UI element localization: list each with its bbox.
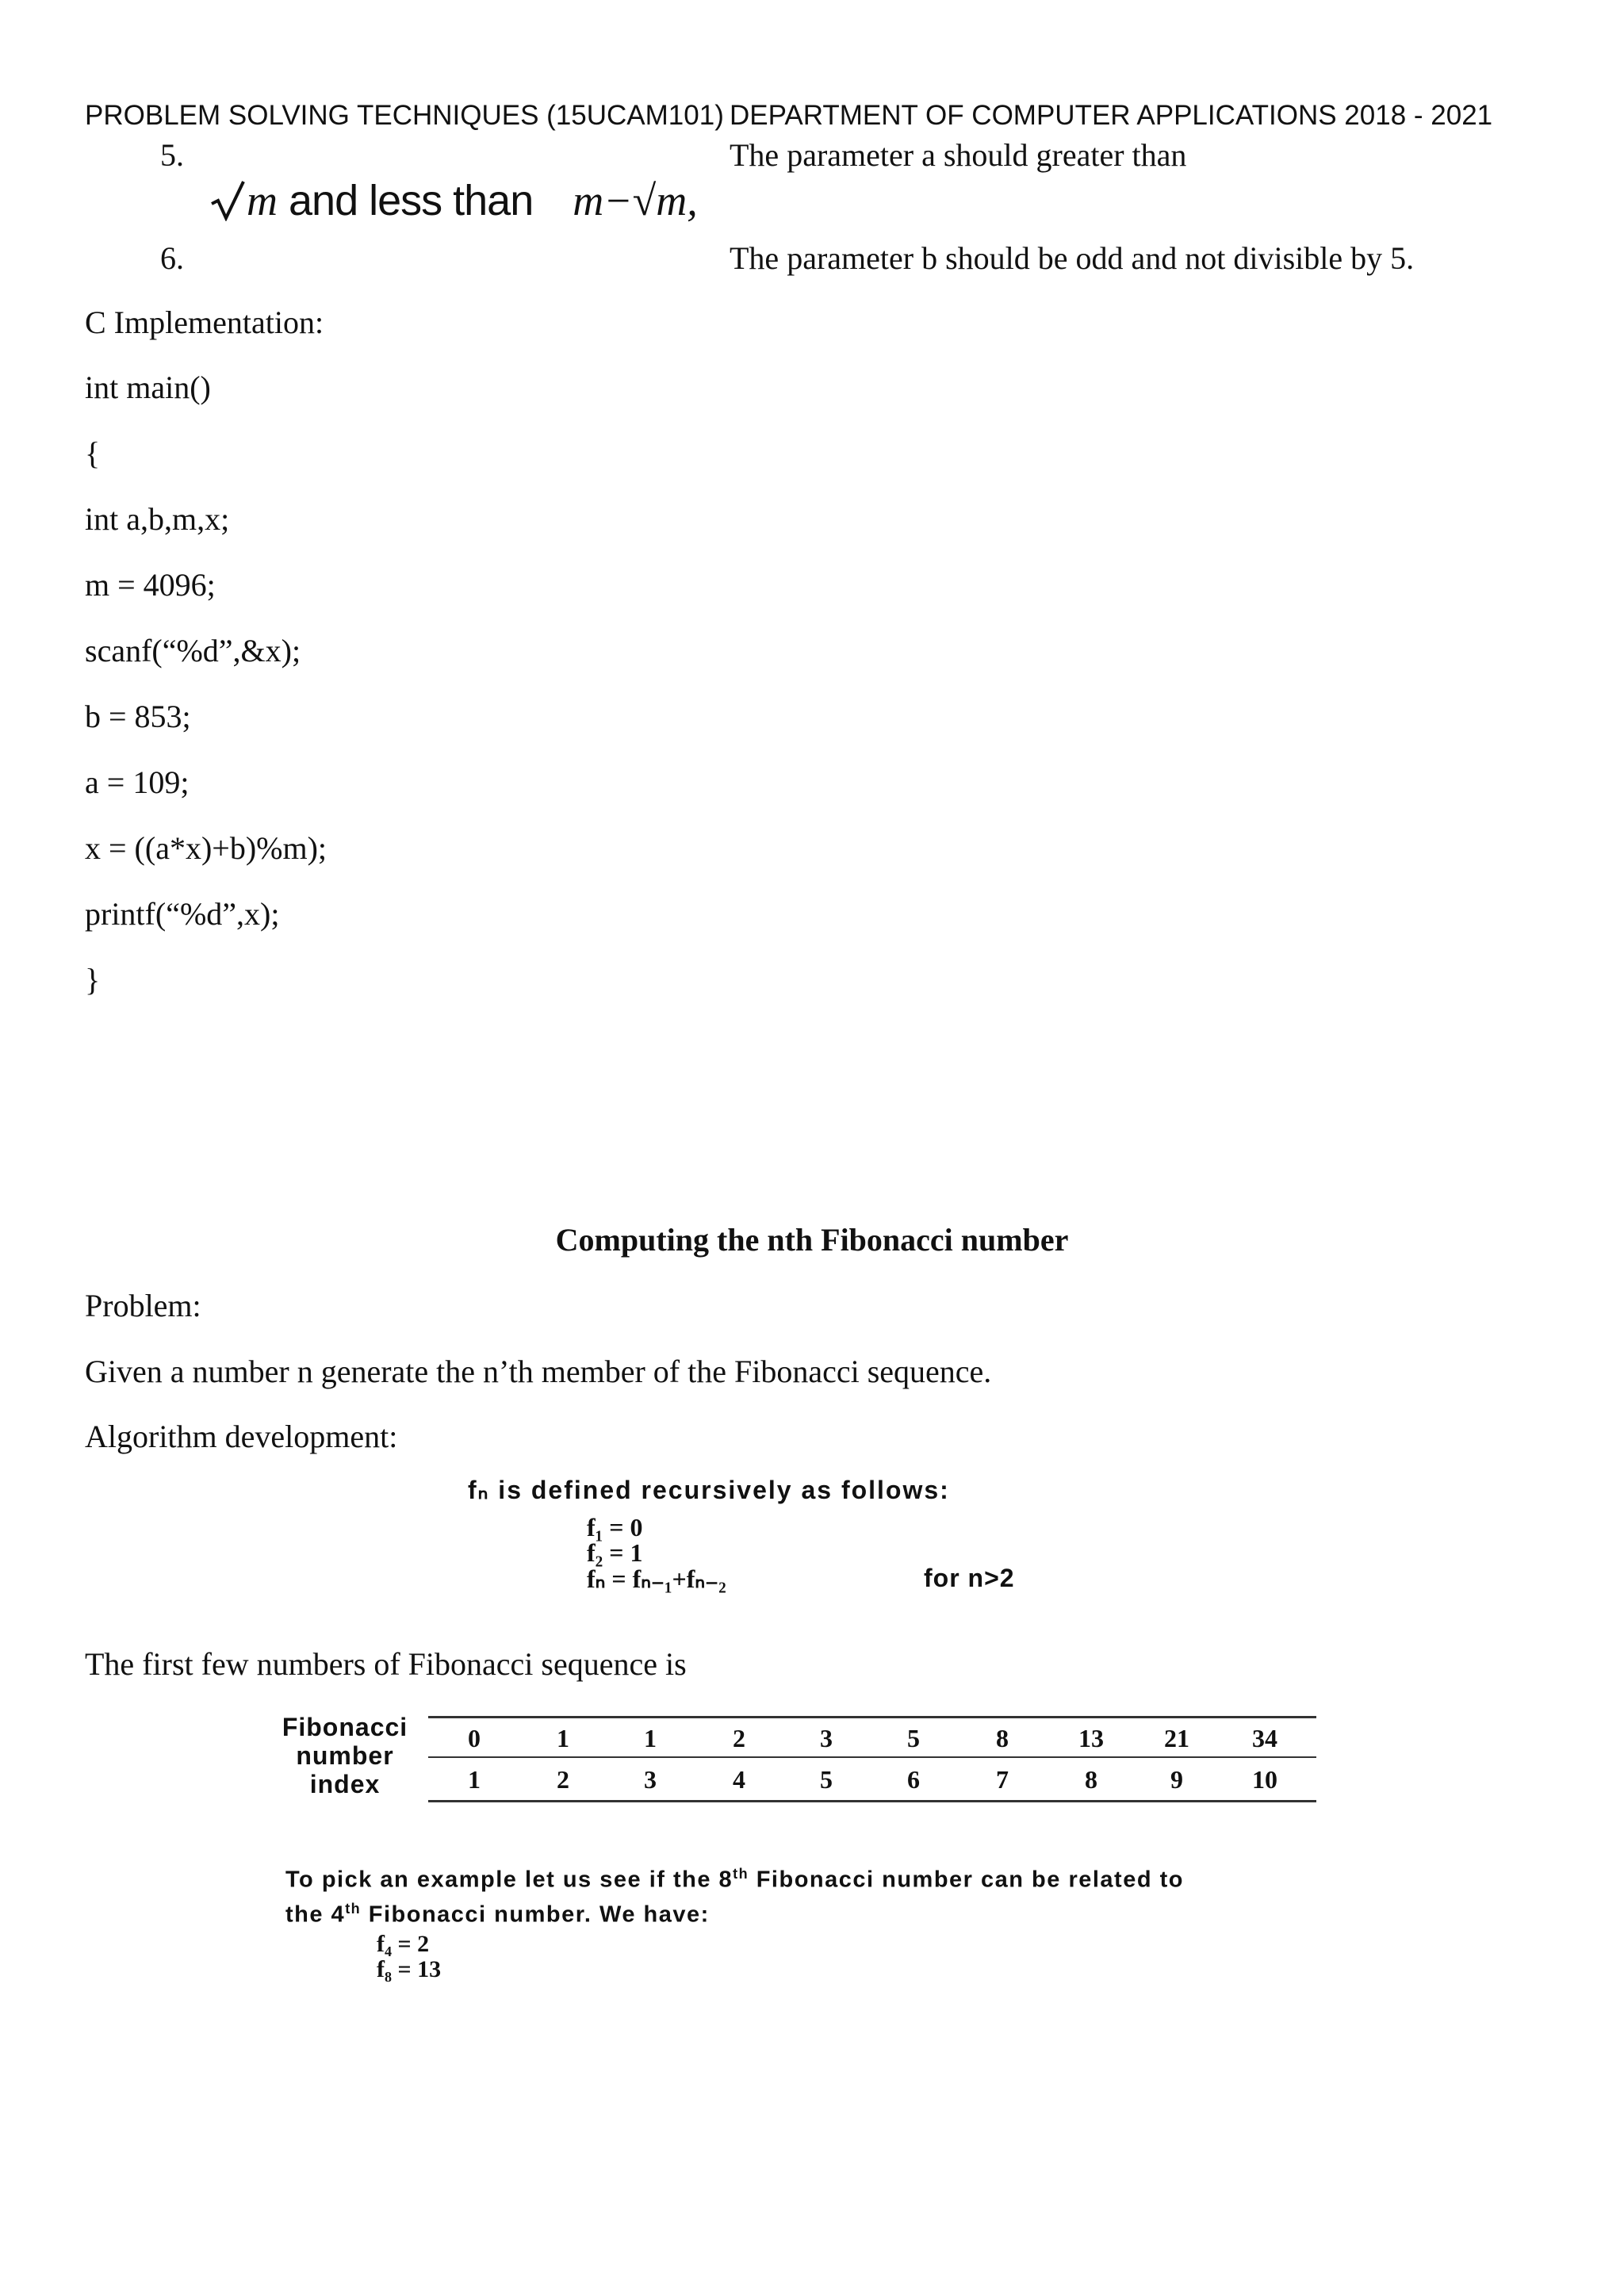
fib-index-cell: 3 [644,1765,657,1794]
algorithm-heading: Algorithm development: [85,1419,398,1454]
sqrt-condition-formula [210,176,698,225]
fib-index-cell: 10 [1252,1765,1277,1794]
sqrt-symbol-icon [210,180,247,221]
fib-index-cell: 2 [557,1765,569,1794]
section-title: Computing the nth Fibonacci number [555,1222,1069,1258]
fib-index-cell: 9 [1170,1765,1183,1794]
fib-number-cell: 0 [468,1724,481,1752]
item-5-text: The parameter a should greater than [730,137,1187,173]
code-line: int a,b,m,x; [85,501,230,537]
fib-number-cell: 3 [820,1724,833,1752]
example-text: the 4 [285,1901,346,1928]
fib-number-cell: 34 [1252,1724,1277,1752]
fib-number-cell: 1 [557,1724,569,1752]
fib-number-cell: 2 [733,1724,745,1752]
definition-condition: for n>2 [924,1564,1015,1592]
item-5-number: 5. [160,137,184,173]
code-line: x = ((a*x)+b)%m); [85,830,327,866]
table-bottom-rule [428,1800,1316,1802]
fib-index-cell: 6 [907,1765,920,1794]
code-line: m = 4096; [85,567,216,603]
code-line: b = 853; [85,699,191,734]
example-text: To pick an example let us see if the 8 [285,1867,733,1893]
and-less-than-text: and less than [278,177,534,224]
first-few-text: The first few numbers of Fibonacci sequence is [85,1646,687,1682]
problem-text: Given a number n generate the n’th member of the Fibonacci sequence. [85,1354,992,1389]
fib-number-cell: 13 [1078,1724,1104,1752]
ordinal-suffix: th [733,1866,749,1882]
code-line: scanf(“%d”,&x); [85,633,301,668]
fibonacci-table [262,1713,1316,1808]
definition-fn: fₙ = fₙ₋₁+fₙ₋₂ [587,1564,726,1593]
page-header-left: PROBLEM SOLVING TECHNIQUES (15UCAM101) [85,100,724,131]
definition-f2: f₂ = 1 [587,1538,643,1567]
code-line: printf(“%d”,x); [85,896,280,932]
sqrt-m-var: m [247,177,278,224]
example-text: Fibonacci number can be related to [749,1867,1184,1893]
c-implementation-heading: C Implementation: [85,304,324,340]
ordinal-suffix: th [345,1900,362,1917]
m-minus-sqrt-m: m−√m, [573,177,698,224]
fib-index-cell: 5 [820,1765,833,1794]
example-line-1 [285,1859,1184,1894]
fib-index-cell: 8 [1085,1765,1097,1794]
example-f4: f₄ = 2 [377,1931,430,1957]
table-top-rule [428,1716,1316,1718]
page-header-right: DEPARTMENT OF COMPUTER APPLICATIONS 2018 - 2021 [730,100,1493,131]
fib-number-cell: 1 [644,1724,657,1752]
definition-f1: f₁ = 0 [587,1513,643,1541]
example-paragraph [285,1859,1184,1928]
code-line: { [85,435,101,471]
item-6-text: The parameter b should be odd and not divisible by 5. [730,240,1415,276]
fib-number-cell: 21 [1164,1724,1189,1752]
problem-heading: Problem: [85,1288,201,1323]
code-line: } [85,962,101,998]
label-number: number [296,1741,394,1770]
example-f8: f₈ = 13 [377,1956,442,1982]
fib-index-cell: 7 [996,1765,1009,1794]
fib-index-cell: 4 [733,1765,745,1794]
example-text: Fibonacci number. We have: [361,1901,710,1928]
example-line-2 [285,1894,1184,1929]
label-fibonacci: Fibonacci [282,1713,408,1741]
code-line: a = 109; [85,764,190,800]
table-middle-rule [428,1756,1316,1758]
fib-index-cell: 1 [468,1765,481,1794]
recursive-definition [468,1475,1071,1610]
fib-number-cell: 8 [996,1724,1009,1752]
label-index: index [309,1770,381,1798]
code-line: int main() [85,370,211,405]
item-6-number: 6. [160,240,184,276]
table-row-label [262,1713,428,1798]
fib-number-cell: 5 [907,1724,920,1752]
definition-heading: fₙ is defined recursively as follows: [468,1476,950,1504]
